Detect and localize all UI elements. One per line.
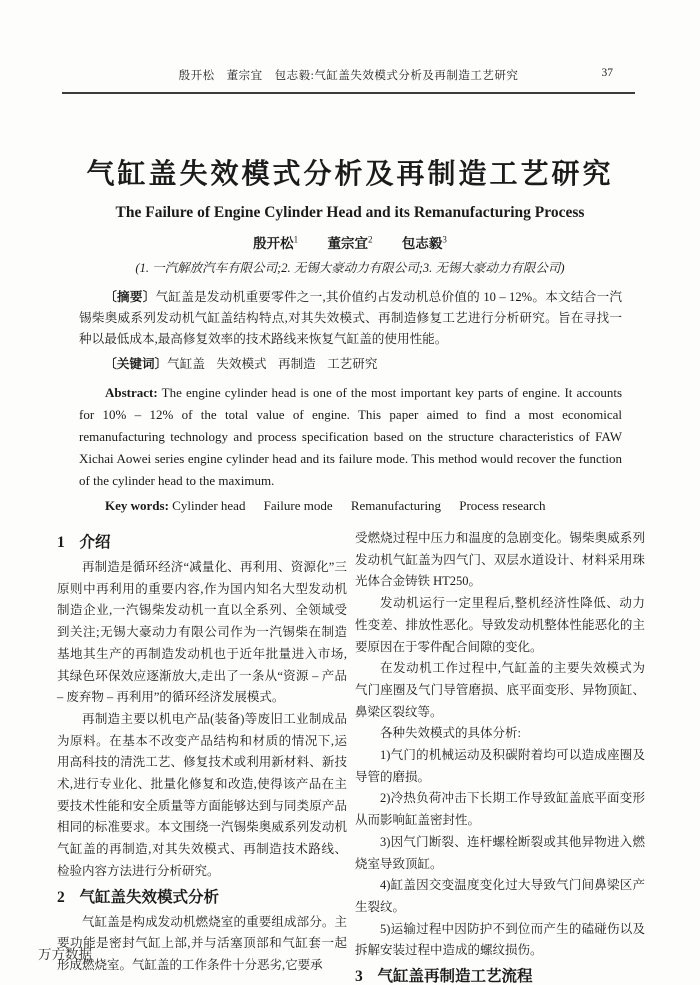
body-paragraph: 发动机运行一定里程后,整机经济性降低、动力性变差、排放性恶化。导致发动机整体性能恶化的主要原因在于零件配合间隙的变化。 xyxy=(355,596,645,654)
section-title: 介绍 xyxy=(79,534,111,551)
right-column xyxy=(355,528,645,985)
keyword: Failure mode xyxy=(263,498,333,513)
body-paragraph: 再制造主要以机电产品(装备)等废旧工业制成品为原料。在基本不改变产品结构和材质的情况下,运用高科技的清洗工艺、修复技术或利用新材料、新技术,进行专业化、批量化修复和改造,使得该产品在主要技术性能和安全质量等方面能够达到与同类原产品相同的标准要求。本文围绕一汽锡柴奥威系列发动机气缸盖的再制造,对其失效模式、再制造技术路线、检验内容方法进行分析研究。 xyxy=(57,711,347,878)
abstract-text: The engine cylinder head is one of the most important key parts of engine. It accounts for 10% – 12% of the total value of engine. This paper aimed to find a most economical remanufacturing technology and process specification based on the structure characteristics of FAW Xichai Aowei series engine cylinder head and its failure mode. This method would recover the function of the cylinder head to the maximum. xyxy=(79,385,623,488)
section-heading-3 xyxy=(355,965,645,985)
author-name: 包志毅 xyxy=(401,236,443,251)
keyword: 工艺研究 xyxy=(327,357,378,371)
header-rule xyxy=(62,92,635,94)
keywords-label: Key words: xyxy=(105,498,169,513)
author-name: 殷开松 xyxy=(253,236,294,251)
keywords-label: 〔关键词〕 xyxy=(104,357,168,371)
affiliation-line: (1. 一汽解放汽车有限公司;2. 无锡大豪动力有限公司;3. 无锡大豪动力有限公司) xyxy=(135,261,565,275)
body-paragraph: 再制造是循环经济“减量化、再利用、资源化”三原则中再利用的重要内容,作为国内知名大型发动机制造企业,一汽锡柴发动机一直以全系列、全领域受到关注;无锡大豪动力有限公司作为一汽锡柴在制造基地其生产的再制造发动机也于近年批量进入市场,其绿色环保效应逐渐放大,走出了一条从“资源 – 产品 – 废弃物 – 再利用”的循环经济发展模式。 xyxy=(57,560,347,705)
keyword: 失效模式 xyxy=(216,357,267,371)
abstract-english xyxy=(79,382,622,517)
author xyxy=(402,236,447,251)
body-paragraph: 各种失效模式的具体分析: xyxy=(380,726,521,741)
keywords-english-line xyxy=(79,495,622,517)
abstract-text: 气缸盖是发动机重要零件之一,其价值约占发动机总价值的 10 – 12%。本文结合一汽锡柴奥威系列发动机气缸盖结构特点,对其失效模式、再制造修复工艺进行分析研究。旨在寻找一种以最低成本,最高修复效率的技术路线来恢复气缸盖的使用性能。 xyxy=(79,290,623,346)
running-head xyxy=(62,67,635,83)
authors-line xyxy=(0,232,700,252)
keyword: Process research xyxy=(459,498,546,513)
author-affiliation-mark: 1 xyxy=(293,234,299,245)
keywords-chinese-line xyxy=(79,354,622,375)
section-heading-2 xyxy=(57,886,347,909)
failure-mode-item: 3)因气门断裂、连杆螺栓断裂或其他异物进入燃烧室导致顶缸。 xyxy=(355,834,645,871)
wanfang-data-watermark: 万方数据 xyxy=(38,947,92,962)
failure-mode-item: 4)缸盖因交变温度变化过大导致气门间鼻梁区产生裂纹。 xyxy=(355,878,645,914)
failure-mode-item: 5)运输过程中因防护不到位而产生的磕碰伤以及拆解安装过程中造成的螺纹损伤。 xyxy=(355,921,645,958)
author-affiliation-mark: 2 xyxy=(368,234,373,245)
left-column xyxy=(57,528,347,977)
section-number: 1 xyxy=(57,534,65,551)
section-title: 气缸盖失效模式分析 xyxy=(79,888,219,906)
page-number: 37 xyxy=(601,67,613,79)
body-paragraph: 气缸盖是构成发动机燃烧室的重要组成部分。主要功能是密封气缸上部,并与活塞顶部和气缸套一起形成燃烧室。气缸盖的工作条件十分恶劣,它要承 xyxy=(57,914,347,972)
abstract-label: Abstract: xyxy=(105,385,158,400)
section-heading-1 xyxy=(57,531,347,554)
abstract-label: 〔摘要〕 xyxy=(104,290,156,304)
author-affiliation-mark: 3 xyxy=(442,234,447,245)
body-paragraph: 在发动机工作过程中,气缸盖的主要失效模式为气门座圈及气门导管磨损、底平面变形、异物顶缸、鼻梁区裂纹等。 xyxy=(355,661,645,719)
author xyxy=(328,236,373,251)
paper-title-english: The Failure of Engine Cylinder Head and its Remanufacturing Process xyxy=(115,204,585,221)
keyword: 再制造 xyxy=(277,357,316,371)
body-paragraph: 受燃烧过程中压力和温度的急剧变化。锡柴奥威系列发动机气缸盖为四气门、双层水道设计、材料采用珠光体合金铸铁 HT250。 xyxy=(355,531,645,589)
keyword: Cylinder head xyxy=(172,498,246,513)
running-head-title: 殷开松 董宗宜 包志毅:气缸盖失效模式分析及再制造工艺研究 xyxy=(178,70,519,82)
failure-mode-item: 2)冷热负荷冲击下长期工作导致缸盖底平面变形从而影响缸盖密封性。 xyxy=(355,791,645,828)
section-number: 2 xyxy=(57,888,65,906)
author xyxy=(253,236,298,251)
section-number: 3 xyxy=(355,968,363,985)
abstract-chinese-paragraph xyxy=(79,287,622,350)
failure-mode-item: 1)气门的机械运动及积碳附着均可以造成座圈及导管的磨损。 xyxy=(355,748,645,784)
keyword: Remanufacturing xyxy=(350,498,442,513)
paper-title-chinese: 气缸盖失效模式分析及再制造工艺研究 xyxy=(86,159,614,190)
keyword: 气缸盖 xyxy=(167,357,205,371)
abstract-chinese xyxy=(79,287,622,375)
author-name: 董宗宜 xyxy=(327,236,368,251)
abstract-english-paragraph xyxy=(79,382,622,492)
section-title: 气缸盖再制造工艺流程 xyxy=(377,968,533,985)
